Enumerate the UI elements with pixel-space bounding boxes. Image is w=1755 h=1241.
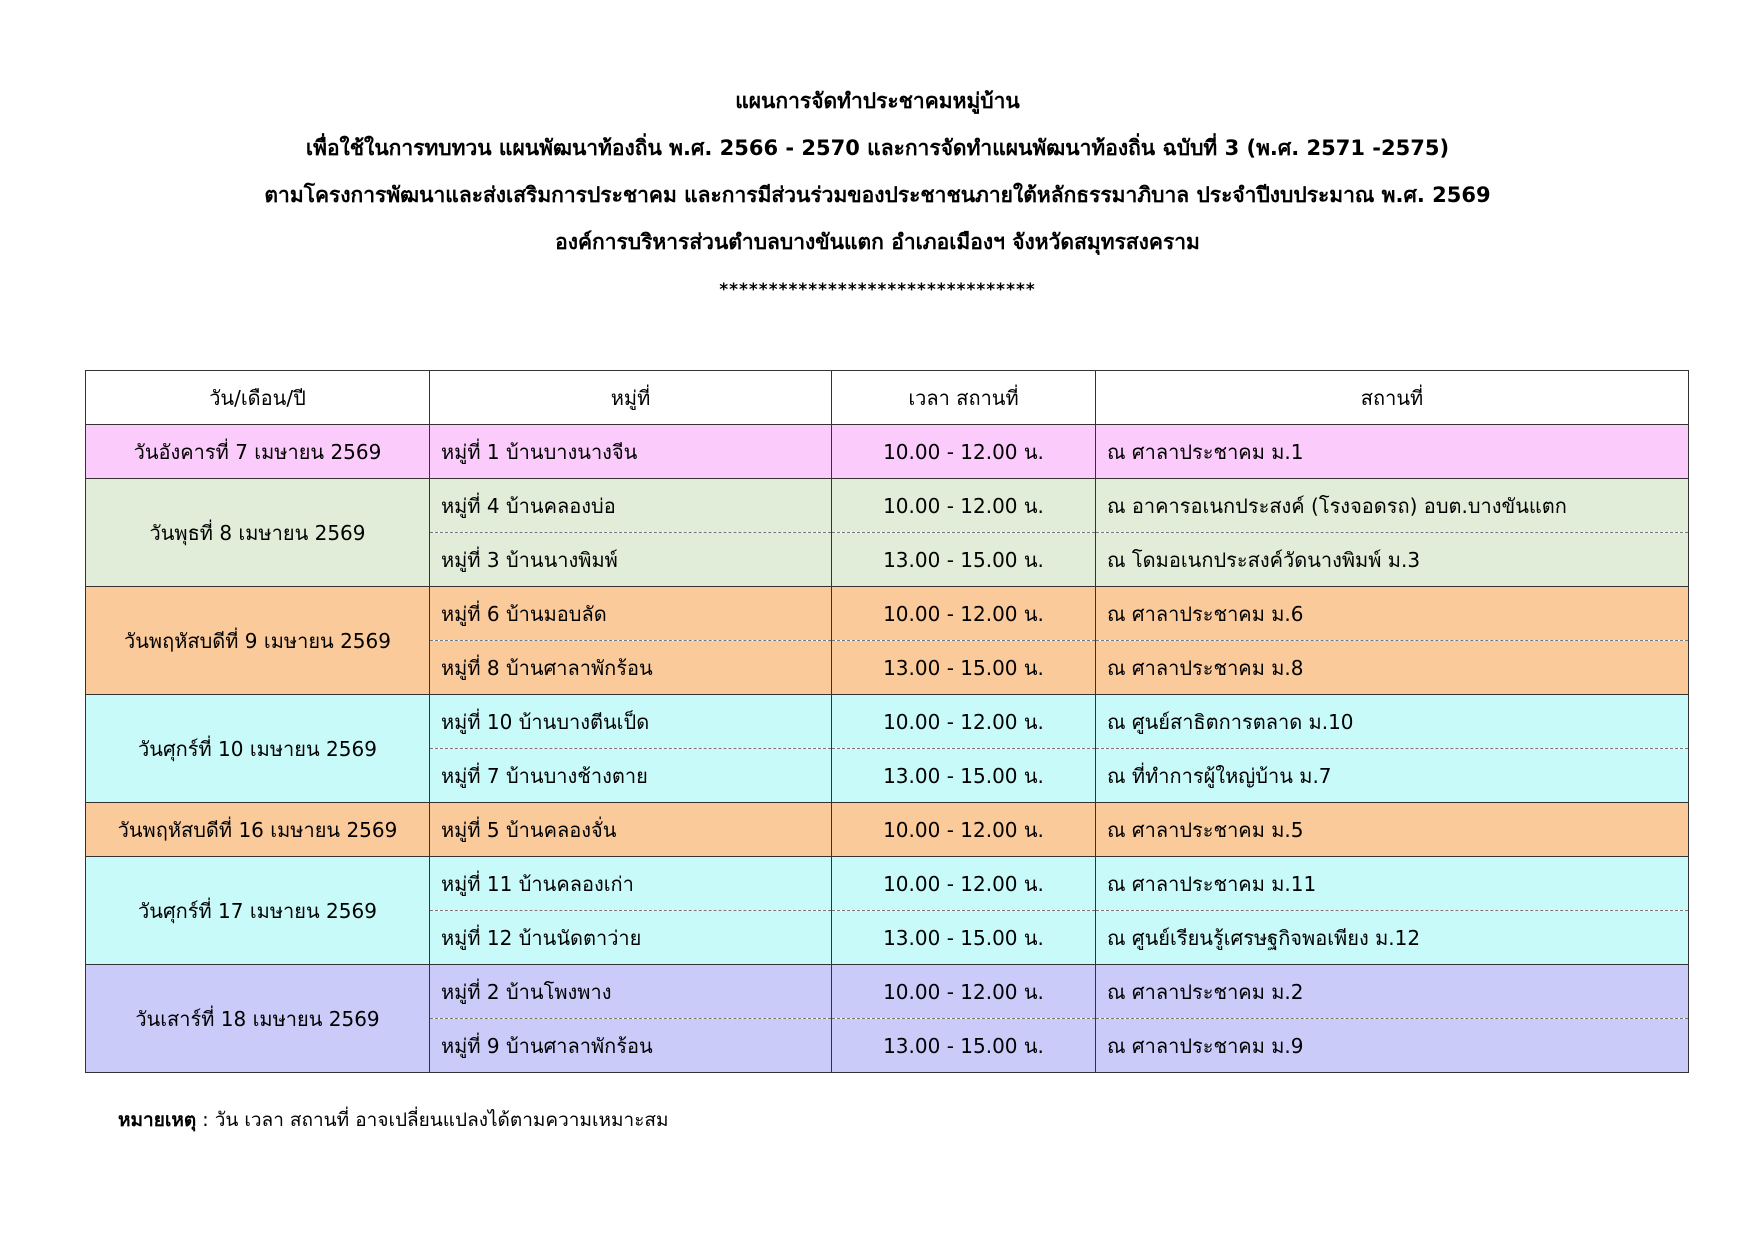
date-cell: วันพฤหัสบดีที่ 16 เมษายน 2569 — [86, 803, 430, 857]
place-cell: ณ ศูนย์สาธิตการตลาด ม.10 — [1096, 695, 1689, 749]
village-cell: หมู่ที่ 5 บ้านคลองจั่น — [430, 803, 832, 857]
time-cell: 10.00 - 12.00 น. — [832, 803, 1096, 857]
time-cell: 10.00 - 12.00 น. — [832, 965, 1096, 1019]
time-cell: 10.00 - 12.00 น. — [832, 857, 1096, 911]
time-cell: 10.00 - 12.00 น. — [832, 479, 1096, 533]
village-cell: หมู่ที่ 3 บ้านนางพิมพ์ — [430, 533, 832, 587]
village-cell: หมู่ที่ 7 บ้านบางช้างตาย — [430, 749, 832, 803]
date-cell: วันพุธที่ 8 เมษายน 2569 — [86, 479, 430, 587]
village-cell: หมู่ที่ 6 บ้านมอบลัด — [430, 587, 832, 641]
date-cell: วันศุกร์ที่ 10 เมษายน 2569 — [86, 695, 430, 803]
column-header-time: เวลา สถานที่ — [832, 371, 1096, 425]
time-cell: 10.00 - 12.00 น. — [832, 695, 1096, 749]
time-cell: 13.00 - 15.00 น. — [832, 911, 1096, 965]
date-cell: วันศุกร์ที่ 17 เมษายน 2569 — [86, 857, 430, 965]
place-cell: ณ ที่ทำการผู้ใหญ่บ้าน ม.7 — [1096, 749, 1689, 803]
time-cell: 13.00 - 15.00 น. — [832, 1019, 1096, 1073]
place-cell: ณ ศาลาประชาคม ม.9 — [1096, 1019, 1689, 1073]
document-subtitle-organization: องค์การบริหารส่วนตำบลบางขันแตก อำเภอเมืองฯ จังหวัดสมุทรสงคราม — [555, 230, 1200, 254]
column-header-village: หมู่ที่ — [430, 371, 832, 425]
column-header-date: วัน/เดือน/ปี — [86, 371, 430, 425]
table-row — [86, 803, 1689, 857]
document-header — [0, 78, 1755, 302]
place-cell: ณ ศาลาประชาคม ม.11 — [1096, 857, 1689, 911]
place-cell: ณ ศาลาประชาคม ม.8 — [1096, 641, 1689, 695]
schedule-table — [85, 370, 1689, 1073]
date-cell: วันเสาร์ที่ 18 เมษายน 2569 — [86, 965, 430, 1073]
village-cell: หมู่ที่ 9 บ้านศาลาพักร้อน — [430, 1019, 832, 1073]
time-cell: 13.00 - 15.00 น. — [832, 749, 1096, 803]
place-cell: ณ ศูนย์เรียนรู้เศรษฐกิจพอเพียง ม.12 — [1096, 911, 1689, 965]
table-row — [86, 587, 1689, 641]
schedule-table-body — [86, 425, 1689, 1073]
village-cell: หมู่ที่ 11 บ้านคลองเก่า — [430, 857, 832, 911]
place-cell: ณ ศาลาประชาคม ม.6 — [1096, 587, 1689, 641]
time-cell: 13.00 - 15.00 น. — [832, 641, 1096, 695]
time-cell: 13.00 - 15.00 น. — [832, 533, 1096, 587]
date-cell: วันอังคารที่ 7 เมษายน 2569 — [86, 425, 430, 479]
table-row — [86, 479, 1689, 533]
document-subtitle-purpose: เพื่อใช้ในการทบทวน แผนพัฒนาท้องถิ่น พ.ศ. 2566 - 2570 และการจัดทำแผนพัฒนาท้องถิ่น ฉบับที่ 3 (พ.ศ. 2571 -2575) — [305, 136, 1450, 160]
village-cell: หมู่ที่ 4 บ้านคลองบ่อ — [430, 479, 832, 533]
date-cell: วันพฤหัสบดีที่ 9 เมษายน 2569 — [86, 587, 430, 695]
table-row — [86, 425, 1689, 479]
place-cell: ณ ศาลาประชาคม ม.5 — [1096, 803, 1689, 857]
time-cell: 10.00 - 12.00 น. — [832, 587, 1096, 641]
village-cell: หมู่ที่ 8 บ้านศาลาพักร้อน — [430, 641, 832, 695]
footnote — [118, 1105, 669, 1135]
place-cell: ณ อาคารอเนกประสงค์ (โรงจอดรถ) อบต.บางขันแตก — [1096, 479, 1689, 533]
village-cell: หมู่ที่ 12 บ้านนัดตาว่าย — [430, 911, 832, 965]
column-header-place: สถานที่ — [1096, 371, 1689, 425]
place-cell: ณ ศาลาประชาคม ม.2 — [1096, 965, 1689, 1019]
footnote-text: : วัน เวลา สถานที่ อาจเปลี่ยนแปลงได้ตามความเหมาะสม — [196, 1109, 669, 1131]
document-title: แผนการจัดทำประชาคมหมู่บ้าน — [735, 89, 1020, 113]
village-cell: หมู่ที่ 2 บ้านโพงพาง — [430, 965, 832, 1019]
document-subtitle-project: ตามโครงการพัฒนาและส่งเสริมการประชาคม และการมีส่วนร่วมของประชาชนภายใต้หลักธรรมาภิบาล ประจำปีงบประมาณ พ.ศ. 2569 — [264, 183, 1491, 207]
header-separator-stars: ******************************** — [719, 280, 1036, 300]
table-row — [86, 965, 1689, 1019]
footnote-label: หมายเหตุ — [118, 1109, 197, 1131]
table-row — [86, 857, 1689, 911]
village-cell: หมู่ที่ 1 บ้านบางนางจีน — [430, 425, 832, 479]
place-cell: ณ ศาลาประชาคม ม.1 — [1096, 425, 1689, 479]
place-cell: ณ โดมอเนกประสงค์วัดนางพิมพ์ ม.3 — [1096, 533, 1689, 587]
table-header-row — [86, 371, 1689, 425]
village-cell: หมู่ที่ 10 บ้านบางตีนเป็ด — [430, 695, 832, 749]
time-cell: 10.00 - 12.00 น. — [832, 425, 1096, 479]
table-row — [86, 695, 1689, 749]
schedule-table-header — [86, 371, 1689, 425]
